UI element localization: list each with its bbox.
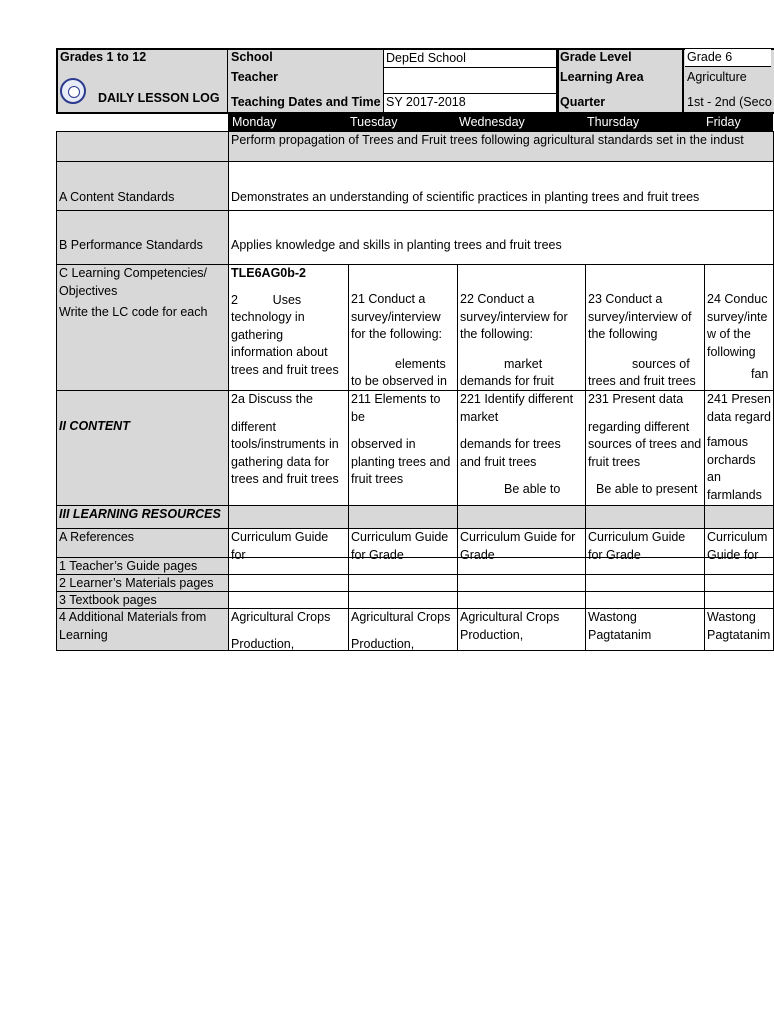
teacher-guide-tuesday[interactable] [348, 557, 458, 575]
teaching-dates-label: Teaching Dates and Time [231, 95, 381, 109]
content-label: II CONTENT [59, 419, 130, 433]
deped-seal-icon [60, 78, 86, 104]
content-thursday [585, 390, 705, 506]
content-wednesday-note: Be able to [504, 482, 561, 496]
competencies-friday [704, 264, 774, 391]
day-monday: Monday [232, 115, 277, 129]
competency-friday-text: 24 Conduc survey/inte w of the following [707, 292, 768, 359]
teacher-guide-friday[interactable] [704, 557, 774, 575]
competency-thursday-text: 23 Conduct a survey/interview of the following [588, 292, 692, 341]
competency-tuesday-text: 21 Conduct a survey/interview for the following: [351, 292, 443, 341]
competency-wednesday-detail: market demands for fruit [460, 356, 554, 388]
textbook-tuesday[interactable] [348, 591, 458, 609]
content-friday-text: famous orchards an farmlands [707, 435, 762, 502]
performance-standards-value [228, 210, 774, 265]
day-friday: Friday [706, 115, 741, 129]
learner-materials-thursday[interactable] [585, 574, 705, 592]
objectives-text: Perform propagation of Trees and Fruit trees following agricultural standards set in the indust [228, 131, 774, 162]
additional-monday-line1: Agricultural Crops [231, 610, 331, 624]
day-wednesday: Wednesday [459, 115, 525, 129]
additional-tuesday [348, 608, 458, 651]
competencies-tuesday [348, 264, 458, 391]
content-monday [228, 390, 349, 506]
content-thursday-text: regarding different sources of trees and fruit trees [588, 419, 702, 469]
content-thursday-title: 231 Present data [588, 392, 684, 406]
competencies-wednesday [457, 264, 586, 391]
content-standards-label-text: A Content Standards [59, 190, 175, 204]
references-monday: Curriculum Guide for [228, 528, 349, 558]
additional-wednesday: Agricultural Crops Production, [457, 608, 586, 651]
teaching-dates-value[interactable]: SY 2017-2018 [383, 93, 557, 114]
references-label: A References [59, 530, 135, 544]
resources-monday [228, 505, 349, 529]
learner-materials-monday[interactable] [228, 574, 349, 592]
school-value[interactable]: DepEd School [383, 48, 557, 68]
textbook-monday[interactable] [228, 591, 349, 609]
references-thursday: Curriculum Guide for Grade [585, 528, 705, 558]
competencies-monday [228, 264, 349, 391]
day-thursday: Thursday [587, 115, 640, 129]
resources-wednesday [457, 505, 586, 529]
teacher-guide-thursday[interactable] [585, 557, 705, 575]
teacher-label: Teacher [231, 70, 279, 84]
performance-standards-text: Applies knowledge and skills in planting trees and fruit trees [231, 238, 562, 252]
objectives-label-cell [56, 131, 229, 162]
additional-tuesday-line2: Production, [351, 636, 415, 651]
content-standards-value [228, 161, 774, 211]
lc-code-instruction: Write the LC code for each [59, 305, 208, 319]
performance-standards-label-text: B Performance Standards [59, 238, 203, 252]
resources-thursday [585, 505, 705, 529]
daily-lesson-log-title: DAILY LESSON LOG [98, 91, 220, 105]
additional-thursday: Wastong Pagtatanim [585, 608, 705, 651]
school-label: School [231, 50, 273, 64]
additional-tuesday-line1: Agricultural Crops [351, 610, 451, 624]
content-tuesday-title: 211 Elements to be [351, 392, 441, 424]
content-friday-title: 241 Presen data regard [707, 392, 771, 424]
references-friday: Curriculum Guide for [704, 528, 774, 558]
content-monday-title: 2a Discuss the [231, 392, 313, 406]
content-standards-text: Demonstrates an understanding of scientific practices in planting trees and fruit trees [231, 190, 700, 204]
grades-label: Grades 1 to 12 [60, 50, 147, 64]
quarter-value[interactable]: 1st - 2nd (Seco [687, 95, 772, 109]
competency-wednesday-text: 22 Conduct a survey/interview for the following: [460, 292, 568, 341]
additional-monday-line2: Production, [231, 636, 295, 651]
learner-materials-wednesday[interactable] [457, 574, 586, 592]
resources-label: III LEARNING RESOURCES [59, 507, 221, 521]
content-tuesday-text: observed in planting trees and fruit trees [351, 437, 451, 486]
learner-materials-friday[interactable] [704, 574, 774, 592]
references-wednesday: Curriculum Guide for Grade [457, 528, 586, 558]
content-tuesday [348, 390, 458, 506]
textbook-thursday[interactable] [585, 591, 705, 609]
content-thursday-note: Be able to present [596, 482, 698, 496]
content-standards-label [56, 161, 229, 211]
additional-friday: Wastong Pagtatanim [704, 608, 774, 651]
performance-standards-label [56, 210, 229, 265]
resources-tuesday [348, 505, 458, 529]
additional-monday [228, 608, 349, 651]
competency-thursday-detail: sources of trees and fruit trees [588, 356, 696, 388]
resources-label-cell [56, 505, 229, 529]
resources-friday [704, 505, 774, 529]
grade-level-value[interactable]: Grade 6 [685, 49, 771, 67]
competencies-thursday [585, 264, 705, 391]
content-wednesday [457, 390, 586, 506]
content-friday [704, 390, 774, 506]
additional-materials-label: 4 Additional Materials from Learning [56, 608, 229, 651]
content-wednesday-text: demands for trees and fruit trees [460, 437, 561, 469]
content-monday-text: different tools/instruments in gathering data for trees and fruit trees [231, 419, 339, 486]
competency-monday-text: 2 Uses technology in gathering information about trees and fruit trees [231, 292, 339, 377]
references-label-cell [56, 528, 229, 558]
textbook-wednesday[interactable] [457, 591, 586, 609]
grade-level-label: Grade Level [560, 50, 632, 64]
teacher-guide-monday[interactable] [228, 557, 349, 575]
learning-area-label: Learning Area [560, 70, 644, 84]
teacher-value[interactable] [383, 67, 557, 94]
day-tuesday: Tuesday [350, 115, 398, 129]
learner-materials-label: 2 Learner’s Materials pages [56, 574, 229, 592]
teacher-guide-wednesday[interactable] [457, 557, 586, 575]
quarter-label: Quarter [560, 95, 606, 109]
competency-tuesday-detail: elements to be observed in [351, 356, 447, 388]
content-wednesday-title: 221 Identify different market [460, 392, 574, 424]
references-tuesday: Curriculum Guide for Grade [348, 528, 458, 558]
textbook-label: 3 Textbook pages [56, 591, 229, 609]
teacher-guide-label: 1 Teacher’s Guide pages [56, 557, 229, 575]
competencies-label: C Learning Competencies/ Objectives [59, 266, 207, 298]
content-label-cell [56, 390, 229, 506]
learner-materials-tuesday[interactable] [348, 574, 458, 592]
competency-friday-detail: fan [751, 367, 769, 381]
textbook-friday[interactable] [704, 591, 774, 609]
learning-area-value[interactable]: Agriculture [687, 70, 747, 84]
lc-code: TLE6AG0b-2 [231, 266, 307, 280]
competencies-label-cell [56, 264, 229, 391]
